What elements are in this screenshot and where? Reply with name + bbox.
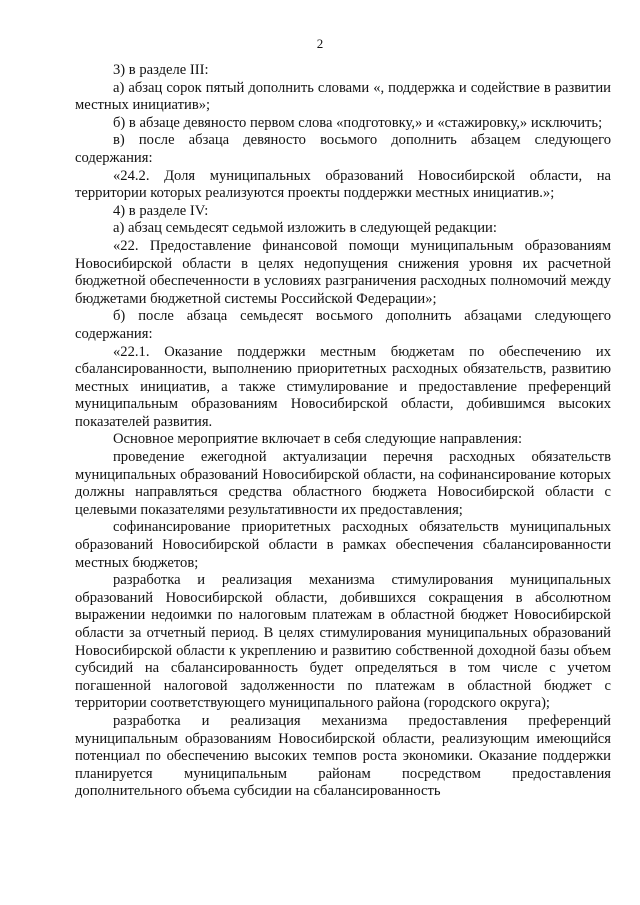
paragraph: «22.1. Оказание поддержки местным бюджетам по обеспечению их сбалансированности, выполнению приоритетных расходных обязательств, развитию местных инициатив, а также стимулирование и предоставление преференций муниципальным образованиям Новосибирской области, добившимся высоких показателей развития.	[75, 343, 611, 430]
paragraph: разработка и реализация механизма стимулирования муниципальных образований Новосибирской области, добившихся сокращения в абсолютном выражении недоимки по налоговым платежам в областной бюджет Новосибирской области за отчетный период. В целях стимулирования муниципальных образований Новосибирской области к укреплению и развитию собственной доходной базы объем субсидий на сбалансированность будет определяться в том числе с учетом погашенной налоговой задолженности по платежам в областной бюджет с территории соответствующего муниципального района (городского округа);	[75, 572, 611, 712]
paragraph: а) абзац семьдесят седьмой изложить в следующей редакции:	[113, 220, 497, 237]
paragraph: б) после абзаца семьдесят восьмого дополнить абзацами следующего содержания:	[75, 308, 611, 342]
paragraph: Основное мероприятие включает в себя следующие направления:	[113, 431, 523, 448]
paragraph: «22. Предоставление финансовой помощи муниципальным образованиям Новосибирской области в целях недопущения снижения уровня их расчетной бюджетной обеспеченности в условиях разграничения расходных полномочий между бюджетами бюджетной системы Российской Федерации»;	[75, 237, 611, 307]
paragraph: в) после абзаца девяносто восьмого дополнить абзацем следующего содержания:	[75, 132, 611, 166]
paragraph: проведение ежегодной актуализации перечня расходных обязательств муниципальных образований Новосибирской области, на софинансирование которых должны направляться средства областного бюджета Новосибирской области с целевыми показателями результативности их предоставления;	[75, 449, 611, 518]
paragraph: 4) в разделе IV:	[113, 202, 209, 219]
paragraph: б) в абзаце девяносто первом слова «подготовку,» и «стажировку,» исключить;	[113, 114, 603, 131]
paragraph: «24.2. Доля муниципальных образований Новосибирской области, на территории которых реализуются проекты поддержки местных инициатив.»;	[75, 167, 611, 202]
paragraph: разработка и реализация механизма предоставления преференций муниципальным образованиям Новосибирской области, реализующим имеющийся потенциал по обеспечению высоких темпов роста экономики. Оказание поддержки планируется муниципальным районам посредством предоставления дополнительного объема субсидии на сбалансированность	[75, 712, 611, 800]
paragraph: 3) в разделе III:	[113, 62, 209, 78]
page-number: 2	[316, 36, 324, 51]
paragraph: софинансирование приоритетных расходных обязательств муниципальных образований Новосибирской области в рамках обеспечения сбалансированности местных бюджетов;	[75, 519, 611, 571]
paragraph: а) абзац сорок пятый дополнить словами «, поддержка и содействие в развитии местных инициатив»;	[75, 79, 611, 114]
document-body	[75, 62, 611, 801]
